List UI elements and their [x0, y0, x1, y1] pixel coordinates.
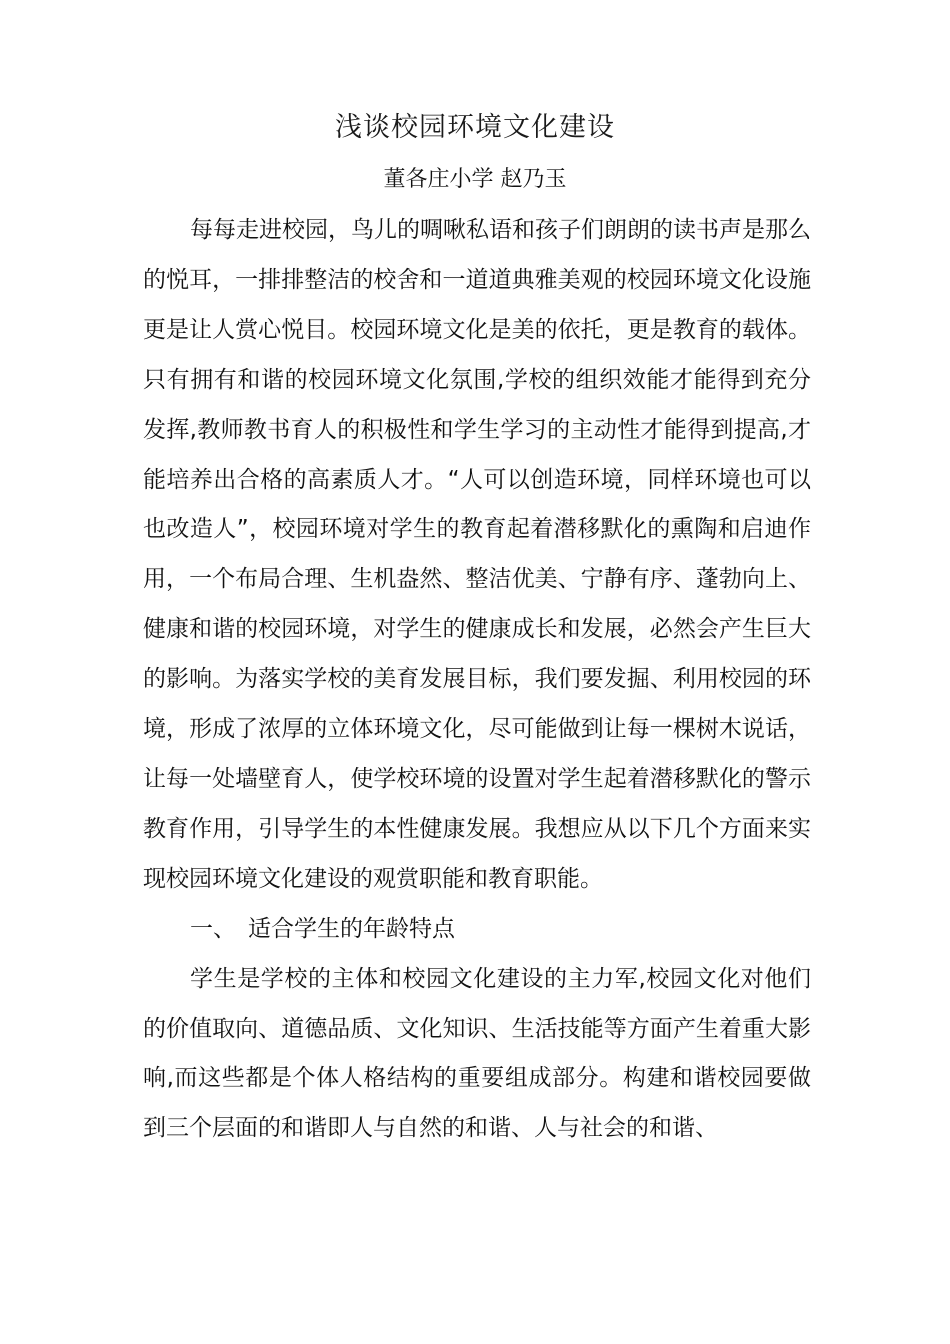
section-number: 一、: [190, 915, 236, 942]
paragraph-section-1: 学生是学校的主体和校园文化建设的主力军,校园文化对他们的价值取向、道德品质、文化知识、生活技能等方面产生着重大影响,而这些都是个体人格结构的重要组成部分。构建和谐校园要做到三个层面的和谐即人与自然的和谐、人与社会的和谐、: [143, 965, 811, 1142]
document-body: [143, 206, 811, 1154]
document-author: 董各庄小学 赵乃玉: [383, 167, 567, 192]
section-heading-1: [143, 905, 811, 955]
paragraph-intro: 每每走进校园，鸟儿的啁啾私语和孩子们朗朗的读书声是那么的悦耳，一排排整洁的校舍和一道道典雅美观的校园环境文化设施更是让人赏心悦目。校园环境文化是美的依托，更是教育的载体。只有拥有和谐的校园环境文化氛围,学校的组织效能才能得到充分发挥,教师教书育人的积极性和学生学习的主动性才能得到提高,才能培养出合格的高素质人才。“人可以创造环境，同样环境也可以也改造人”，校园环境对学生的教育起着潜移默化的熏陶和启迪作用，一个布局合理、生机盎然、整洁优美、宁静有序、蓬勃向上、健康和谐的校园环境，对学生的健康成长和发展，必然会产生巨大的影响。为落实学校的美育发展目标，我们要发掘、利用校园的环境，形成了浓厚的立体环境文化，尽可能做到让每一棵树木说话，让每一处墙壁育人，使学校环境的设置对学生起着潜移默化的警示教育作用，引导学生的本性健康发展。我想应从以下几个方面来实现校园环境文化建设的观赏职能和教育职能。: [143, 217, 811, 892]
document-title: 浅谈校园环境文化建设: [335, 112, 615, 143]
section-heading-text: 适合学生的年龄特点: [248, 915, 455, 942]
